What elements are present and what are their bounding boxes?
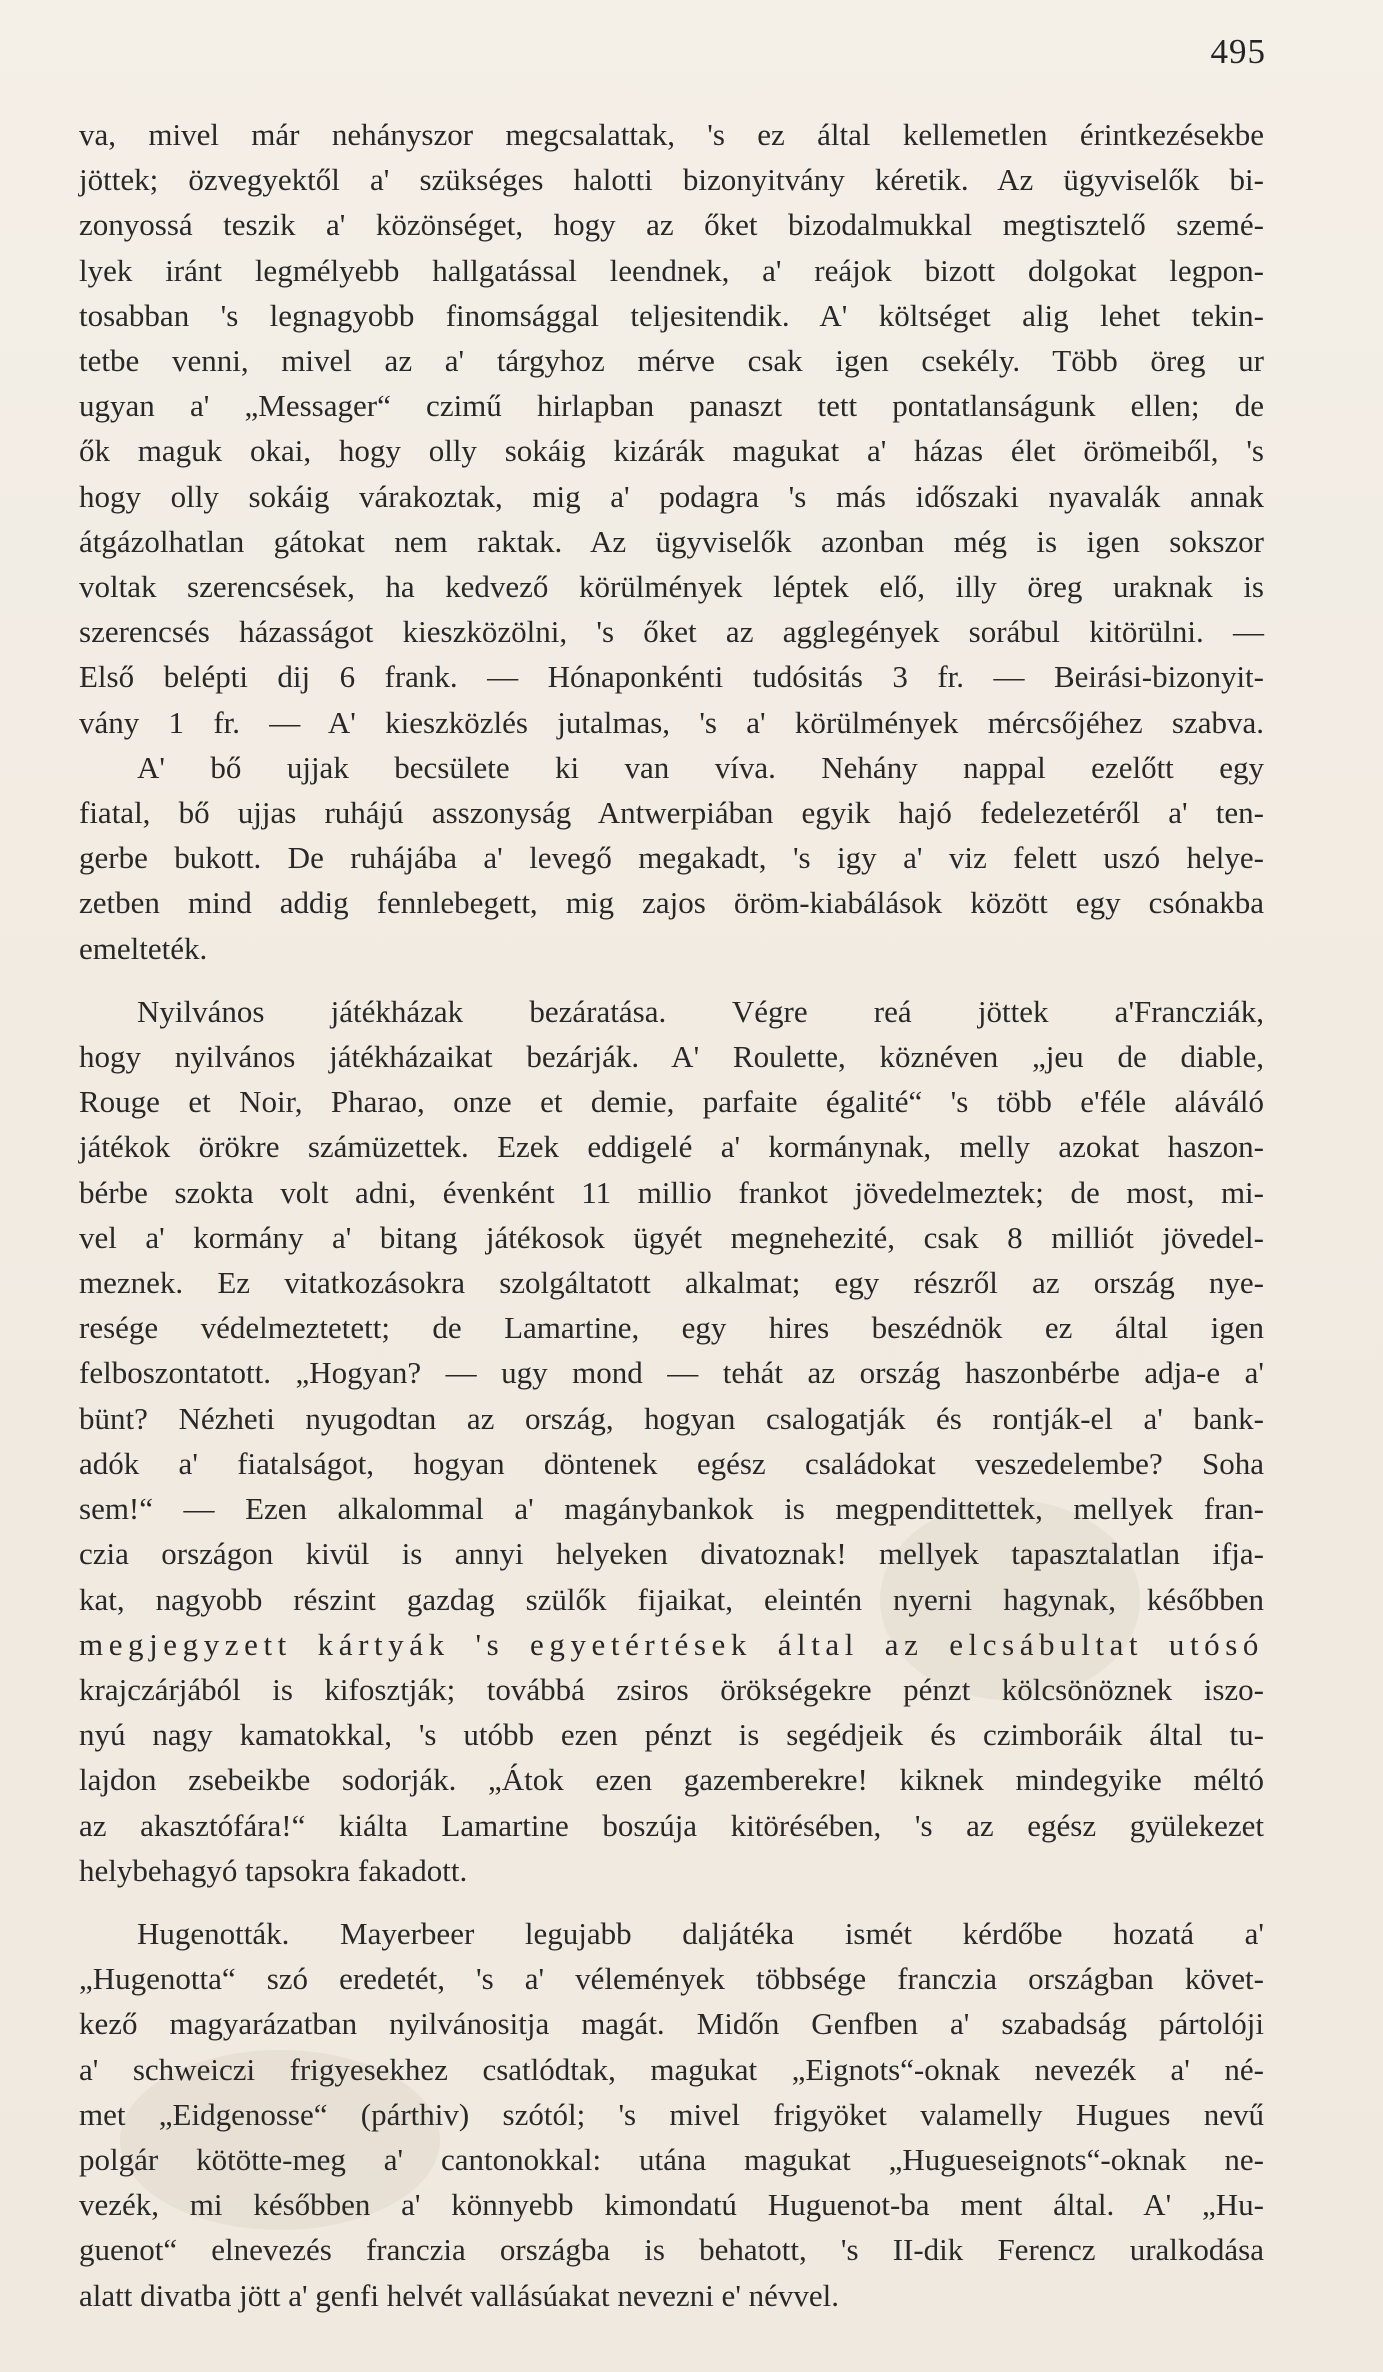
- text-line: szerencsés házasságot kieszközölni, 's őket az agglegények sorábul kitörülni. —: [79, 614, 1264, 650]
- text-line: emelteték.: [79, 930, 208, 966]
- text-line: vel a' kormány a' bitang játékosok ügyét megnehezité, csak 8 milliót jövedel-: [79, 1219, 1264, 1255]
- text-line: adók a' fiatalságot, hogyan döntenek egész családokat veszedelembe? Soha: [79, 1445, 1264, 1481]
- text-line: voltak szerencsések, ha kedvező körülmények léptek elő, illy öreg uraknak is: [79, 569, 1264, 605]
- text-line: zetben mind addig fennlebegett, mig zajos öröm-kiabálások között egy csónakba: [79, 885, 1264, 921]
- text-line: hogy olly sokáig várakoztak, mig a' podagra 's más időszaki nyavalák annak: [79, 478, 1264, 514]
- text-line: fiatal, bő ujjas ruhájú asszonyság Antwerpiában egyik hajó fedelezetéről a' ten-: [79, 795, 1264, 831]
- text-line: va, mivel már nehányszor megcsalattak, 's ez által kellemetlen érintkezésekbe: [79, 117, 1264, 152]
- text-line: Rouge et Noir, Pharao, onze et demie, parfaite égalité“ 's több e'féle aláváló: [79, 1084, 1264, 1120]
- text-line: kező magyarázatban nyilvánositja magát. Midőn Genfben a' szabadság pártolóji: [79, 2006, 1264, 2042]
- text-line: az akasztófára!“ kiálta Lamartine boszúja kitörésében, 's az egész gyülekezet: [79, 1807, 1264, 1843]
- page-number: 495: [1210, 32, 1266, 71]
- text-line: guenot“ elnevezés franczia országba is behatott, 's II-dik Ferencz uralkodása: [79, 2232, 1264, 2268]
- text-line: polgár kötötte-meg a' cantonokkal: utána magukat „Hugueseignots“-oknak ne-: [79, 2141, 1264, 2177]
- text-line: bünt? Nézheti nyugodtan az ország, hogyan csalogatják és rontják-el a' bank-: [79, 1400, 1264, 1436]
- text-line: alatt divatba jött a' genfi helvét vallásúakat nevezni e' névvel.: [79, 2277, 840, 2313]
- text-line: sem!“ — Ezen alkalommal a' magánybankok is megpendittettek, mellyek fran-: [79, 1491, 1264, 1527]
- paragraph-heading-line: Hugenották. Mayerbeer legujabb daljátéka ismét kérdőbe hozatá a': [137, 1915, 1264, 1951]
- text-line: bérbe szokta volt adni, évenként 11 millio frankot jövedelmeztek; de most, mi-: [79, 1174, 1264, 1210]
- text-line: vány 1 fr. — A' kieszközlés jutalmas, 's a' körülmények mércsőjéhez szabva.: [79, 704, 1264, 740]
- text-line: met „Eidgenosse“ (párthiv) szótól; 's mivel frigyöket valamelly Hugues nevű: [79, 2096, 1264, 2132]
- text-line: felboszontatott. „Hogyan? — ugy mond — tehát az ország haszonbérbe adja-e a': [79, 1355, 1264, 1391]
- paragraph-gap: [79, 1893, 1264, 1911]
- text-line: Első belépti dij 6 frank. — Hónaponkénti tudósitás 3 fr. — Beirási-bizonyit-: [79, 659, 1264, 695]
- text-line: lajdon zsebeikbe sodorják. „Átok ezen gazemberekre! kiknek mindegyike méltó: [79, 1762, 1264, 1798]
- text-line: zonyossá teszik a' közönséget, hogy az őket bizodalmukkal megtisztelő szemé-: [79, 207, 1264, 243]
- paragraph-heading-line: A' bő ujjak becsülete ki van víva. Nehány nappal ezelőtt egy: [137, 749, 1264, 785]
- text-line: krajczárjából is kifosztják; továbbá zsiros örökségekre pénzt kölcsönöznek iszo-: [79, 1671, 1264, 1707]
- text-line: resége védelmeztetett; de Lamartine, egy hires beszédnök ez által igen: [79, 1310, 1264, 1346]
- text-line: lyek iránt legmélyebb hallgatással leendnek, a' reájok bizott dolgokat legpon-: [79, 252, 1264, 288]
- text-line: megjegyzett kártyák 's egyetértések által az elcsábultat utósó: [79, 1626, 1264, 1662]
- text-line: a' schweiczi frigyesekhez csatlódtak, magukat „Eignots“-oknak nevezék a' né-: [79, 2051, 1264, 2087]
- text-line: vezék, mi későbben a' könnyebb kimondatú Huguenot-ba ment által. A' „Hu-: [79, 2187, 1264, 2223]
- text-line: gerbe bukott. De ruhájába a' levegő megakadt, 's igy a' viz felett uszó helye-: [79, 840, 1264, 876]
- text-line: helybehagyó tapsokra fakadott.: [79, 1852, 468, 1888]
- text-line: játékok örökre számüzettek. Ezek eddigelé a' kormánynak, melly azokat haszon-: [79, 1129, 1264, 1165]
- paragraph-heading-line: Nyilvános játékházak bezáratása. Végre reá jöttek a'Francziák,: [137, 993, 1264, 1029]
- text-line: jöttek; özvegyektől a' szükséges halotti bizonyitvány kéretik. Az ügyviselők bi-: [79, 162, 1264, 198]
- text-line: czia országon kivül is annyi helyeken divatoznak! mellyek tapasztalatlan ifja-: [79, 1536, 1264, 1572]
- text-line: ők maguk okai, hogy olly sokáig kizárák magukat a' házas élet örömeiből, 's: [79, 433, 1264, 469]
- article-body: [79, 112, 1264, 2318]
- text-line: nyú nagy kamatokkal, 's utóbb ezen pénzt is segédjeik és czimboráik által tu-: [79, 1717, 1264, 1753]
- text-line: hogy nyilvános játékházaikat bezárják. A' Roulette, köznéven „jeu de diable,: [79, 1039, 1264, 1075]
- text-line: „Hugenotta“ szó eredetét, 's a' vélemények többsége franczia országban követ-: [79, 1961, 1264, 1997]
- text-line: kat, nagyobb részint gazdag szülők fijaikat, eleintén nyerni hagynak, későbben: [79, 1581, 1264, 1617]
- text-line: tetbe venni, mivel az a' tárgyhoz mérve csak igen csekély. Több öreg ur: [79, 343, 1264, 379]
- text-line: meznek. Ez vitatkozásokra szolgáltatott alkalmat; egy részről az ország nye-: [79, 1265, 1264, 1301]
- paragraph-gap: [79, 971, 1264, 989]
- text-line: átgázolhatlan gátokat nem raktak. Az ügyviselők azonban még is igen sokszor: [79, 523, 1264, 559]
- text-line: ugyan a' „Messager“ czimű hirlapban panaszt tett pontatlanságunk ellen; de: [79, 388, 1264, 424]
- text-line: tosabban 's legnagyobb finomsággal teljesitendik. A' költséget alig lehet tekin-: [79, 297, 1264, 333]
